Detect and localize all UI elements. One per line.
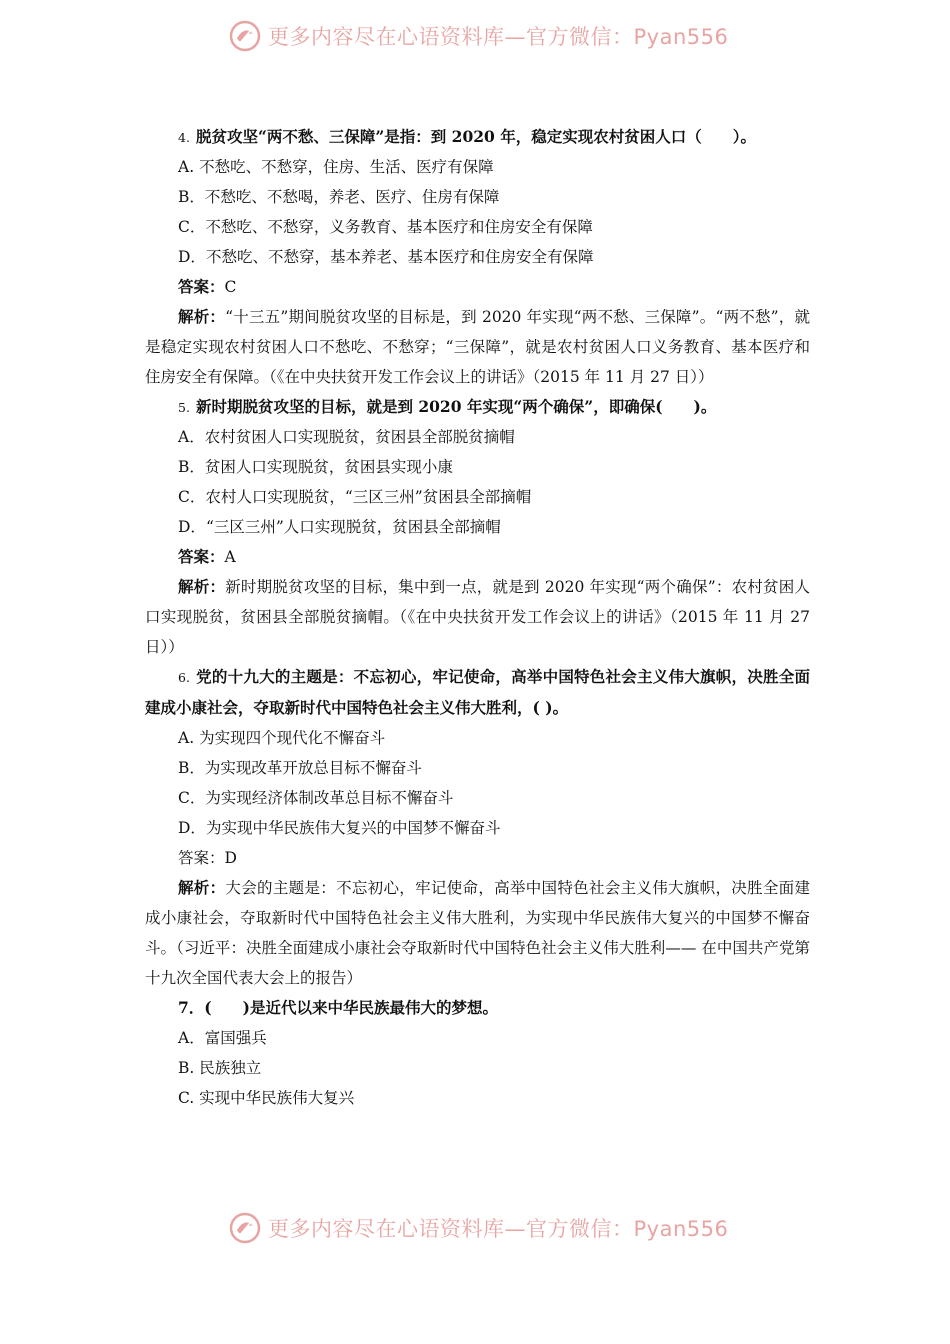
option-c: C．农村人口实现脱贫，“三区三州”贫困县全部摘帽 <box>178 488 532 506</box>
watermark-logo-icon <box>228 1211 262 1245</box>
question-stem: 4. 脱贫攻坚“两不愁、三保障”是指：到 2020 年，稳定实现农村贫困人口（ ）。 <box>178 127 756 146</box>
option-d: D．不愁吃、不愁穿，基本养老、基本医疗和住房安全有保障 <box>178 248 594 266</box>
answer: 答案：C <box>178 277 237 296</box>
option-c: C. 实现中华民族伟大复兴 <box>178 1089 355 1107</box>
option-c: C．不愁吃、不愁穿，义务教育、基本医疗和住房安全有保障 <box>178 218 593 236</box>
answer: 答案：A <box>178 547 236 566</box>
question-stem: 7．( )是近代以来中华民族最伟大的梦想。 <box>178 998 498 1017</box>
watermark-logo-icon <box>228 19 262 53</box>
watermark-banner-bottom <box>228 1208 748 1248</box>
option-d: D．为实现中华民族伟大复兴的中国梦不懈奋斗 <box>178 819 501 837</box>
watermark-banner-top <box>228 16 748 56</box>
option-b: B．不愁吃、不愁喝，养老、医疗、住房有保障 <box>178 188 500 206</box>
option-a: A. 为实现四个现代化不懈奋斗 <box>178 729 386 747</box>
analysis: 解析：大会的主题是：不忘初心，牢记使命，高举中国特色社会主义伟大旗帜，决胜全面建成小康社会，夺取新时代中国特色社会主义伟大胜利，为实现中华民族伟大复兴的中国梦不懈奋斗。（习近平：决胜全面建成小康社会夺取新时代中国特色社会主义伟大胜利—— 在中国共产党第十九次全国代表大会上的报告） <box>145 878 810 987</box>
question-stem: 6. 党的十九大的主题是：不忘初心，牢记使命，高举中国特色社会主义伟大旗帜，决胜全面建成小康社会，夺取新时代中国特色社会主义伟大胜利，( )。 <box>145 667 810 717</box>
analysis: 解析：“十三五”期间脱贫攻坚的目标是，到 2020 年实现“两不愁、三保障”。“两不愁”，就是稳定实现农村贫困人口不愁吃、不愁穿；“三保障”，就是农村贫困人口义务教育、基本医疗和住房安全有保障。（《在中央扶贫开发工作会议上的讲话》（2015 年 11 月 27 日）） <box>145 307 810 386</box>
watermark-text: 更多内容尽在心语资料库—官方微信：Pyan556 <box>268 25 729 49</box>
option-a: A．富国强兵 <box>178 1029 267 1047</box>
option-c: C．为实现经济体制改革总目标不懈奋斗 <box>178 789 454 807</box>
option-d: D．“三区三州”人口实现脱贫，贫困县全部摘帽 <box>178 518 501 536</box>
document-body <box>145 122 810 1113</box>
option-b: B．贫困人口实现脱贫，贫困县实现小康 <box>178 458 453 476</box>
question-stem: 5. 新时期脱贫攻坚的目标，就是到 2020 年实现“两个确保”，即确保( )。 <box>178 397 717 416</box>
analysis: 解析：新时期脱贫攻坚的目标，集中到一点，就是到 2020 年实现“两个确保”：农村贫困人口实现脱贫，贫困县全部脱贫摘帽。（《在中央扶贫开发工作会议上的讲话》（2015 年 11 月 27 日）） <box>145 577 810 656</box>
option-a: A．农村贫困人口实现脱贫，贫困县全部脱贫摘帽 <box>178 428 515 446</box>
option-b: B．为实现改革开放总目标不懈奋斗 <box>178 759 422 777</box>
option-a: A. 不愁吃、不愁穿，住房、生活、医疗有保障 <box>178 158 494 176</box>
option-b: B. 民族独立 <box>178 1059 262 1077</box>
answer: 答案：D <box>178 849 237 867</box>
watermark-text: 更多内容尽在心语资料库—官方微信：Pyan556 <box>268 1217 729 1241</box>
